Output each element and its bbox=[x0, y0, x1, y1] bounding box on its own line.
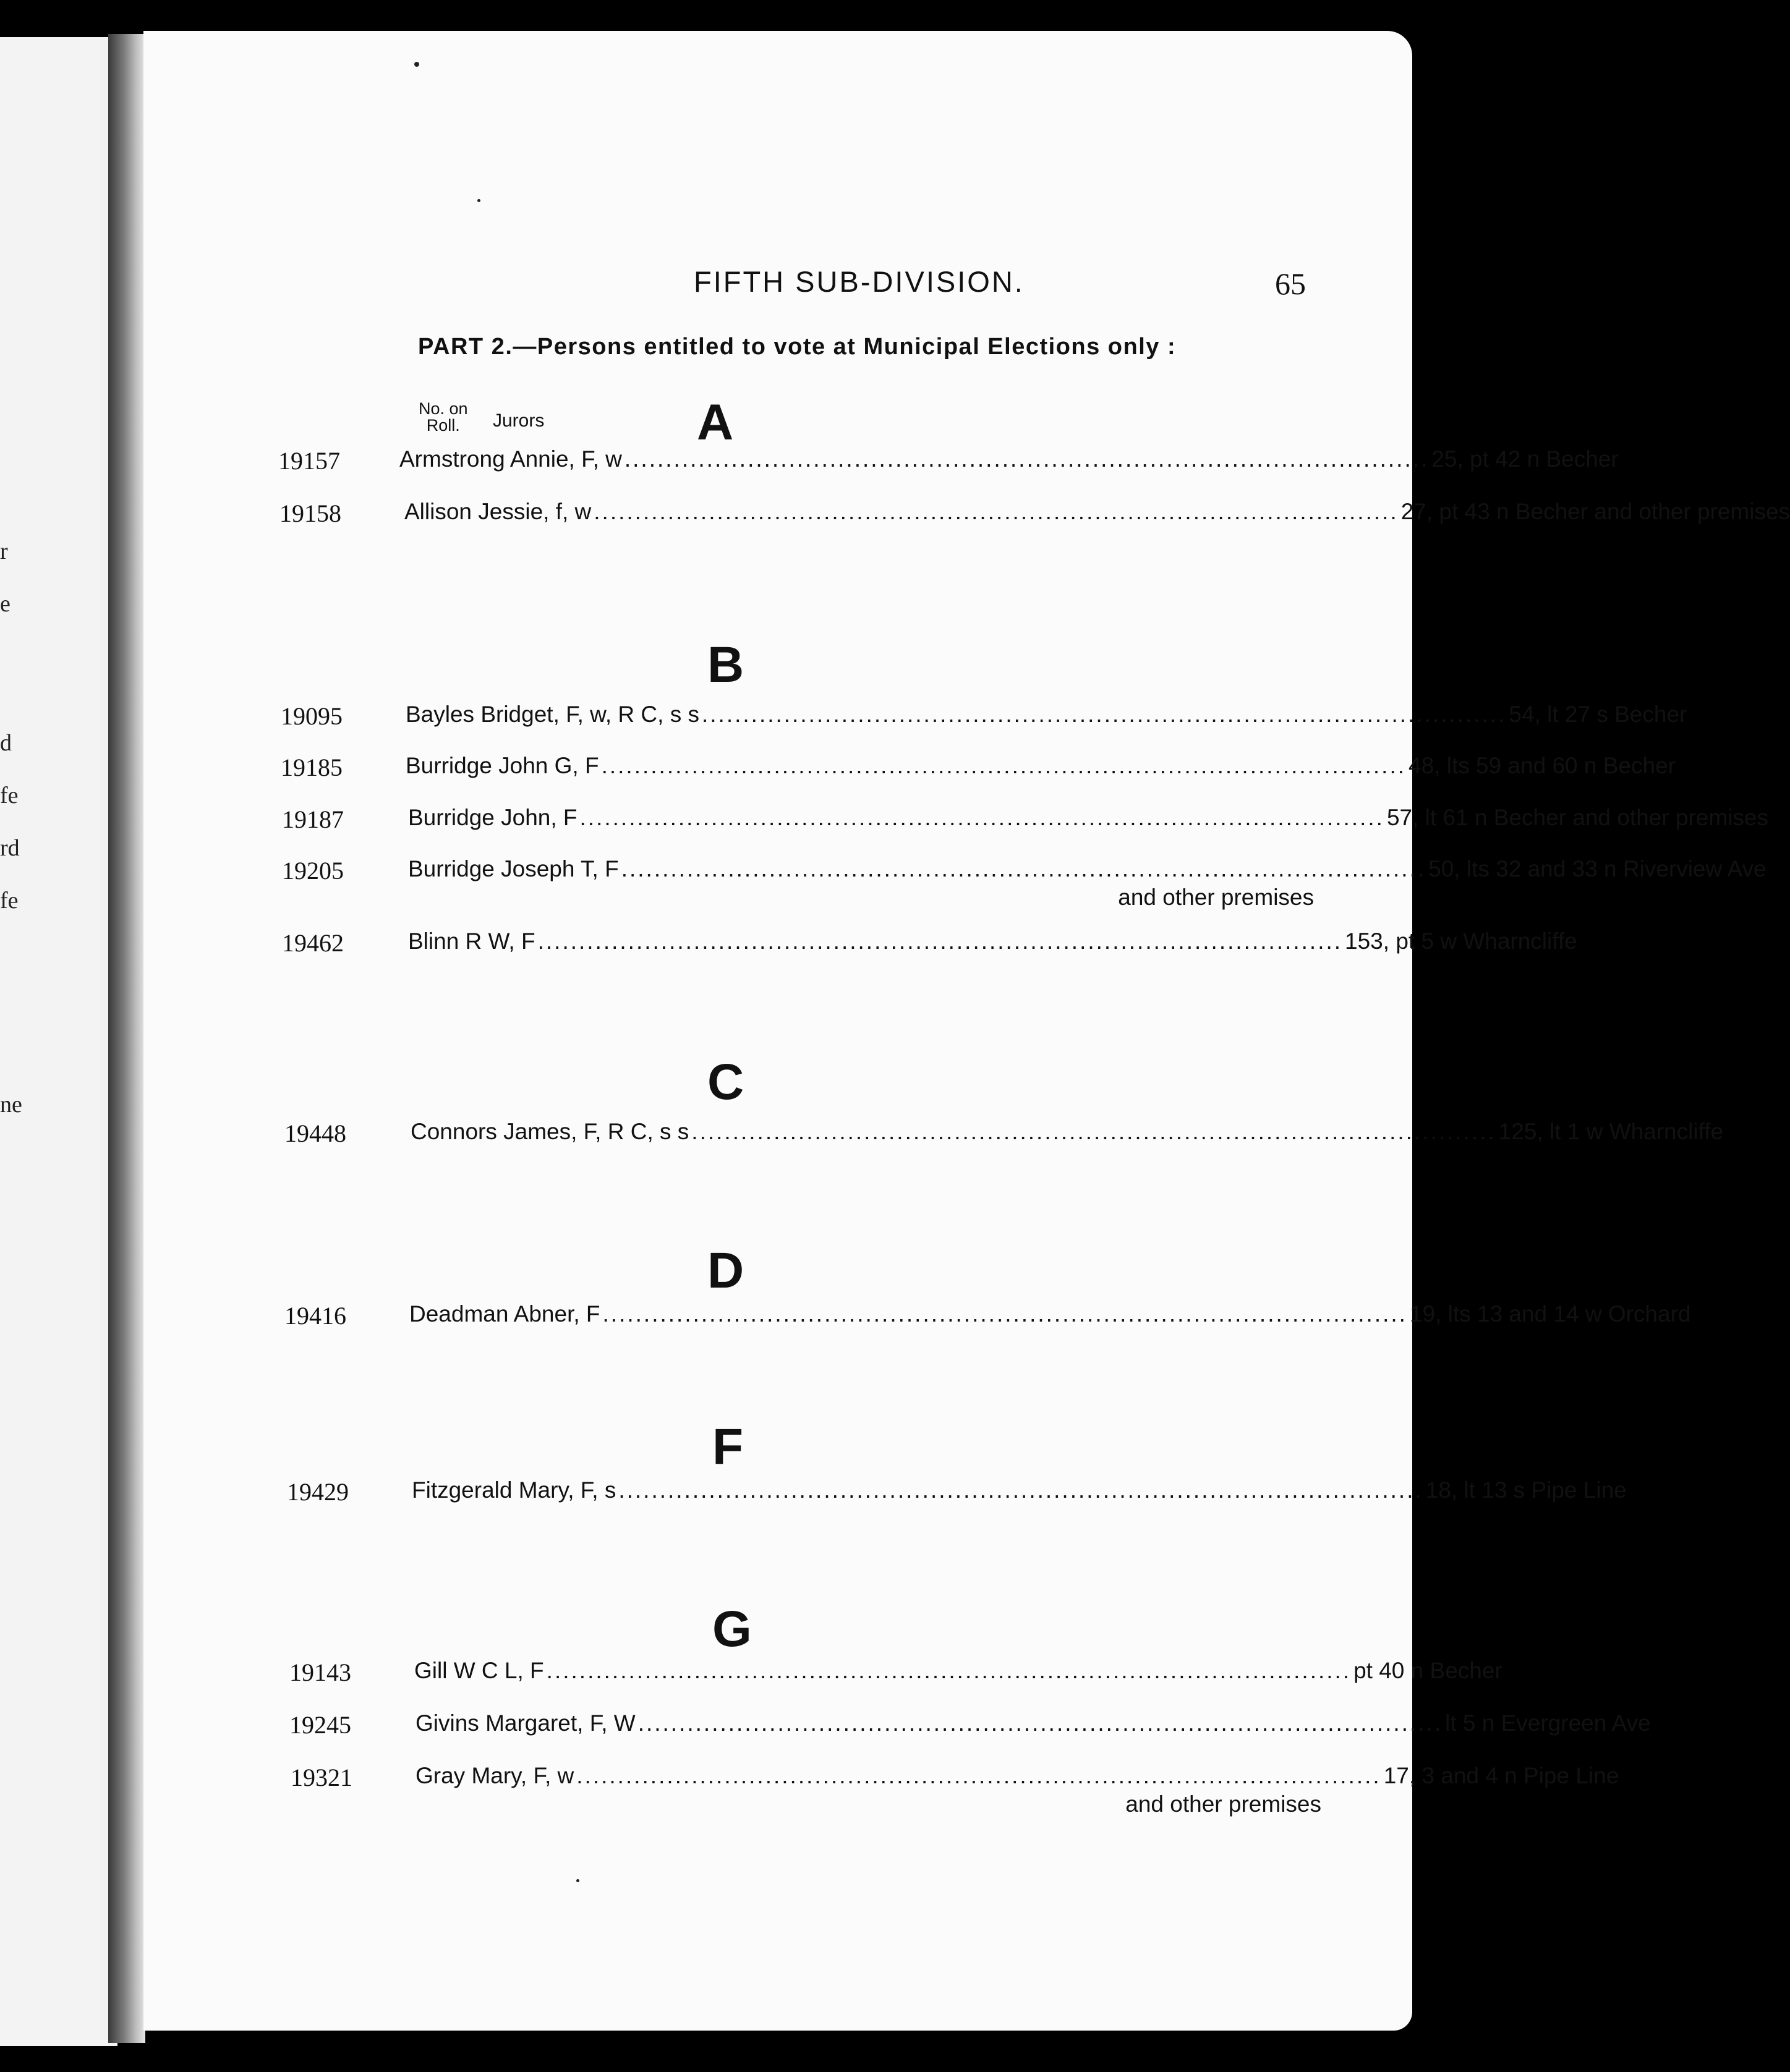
running-head: FIFTH SUB-DIVISION. bbox=[694, 265, 1025, 298]
property-description: 19, lts 13 and 14 w Orchard bbox=[1409, 1301, 1691, 1327]
voter-entry bbox=[143, 753, 1676, 790]
section-letter: F bbox=[712, 1419, 744, 1475]
left-page-fragment: fe bbox=[0, 783, 19, 809]
property-description: 57, lt 61 n Becher and other premises bbox=[1386, 805, 1768, 830]
leader-dots: .................................................................................................. bbox=[579, 805, 1384, 830]
property-description: 50, lts 32 and 33 n Riverview Ave bbox=[1428, 856, 1767, 881]
previous-page-edge bbox=[0, 37, 117, 2046]
section-letter: B bbox=[707, 637, 744, 693]
property-description: 153, pt 5 w Wharncliffe bbox=[1345, 928, 1577, 954]
voter-name: Givins Margaret, F, W bbox=[416, 1710, 636, 1736]
property-description: 17, 3 and 4 n Pipe Line bbox=[1383, 1763, 1619, 1788]
roll-number: 19448 bbox=[284, 1119, 346, 1147]
voter-name: Deadman Abner, F bbox=[409, 1301, 600, 1327]
voter-entry bbox=[143, 499, 1790, 536]
leader-dots: .................................................................................................. bbox=[701, 702, 1507, 727]
roll-number: 19205 bbox=[282, 857, 344, 885]
leader-dots: .................................................................................................. bbox=[537, 928, 1343, 954]
section-letter: C bbox=[707, 1054, 744, 1110]
voter-entry bbox=[143, 928, 1577, 966]
property-description: pt 40 n Becher bbox=[1353, 1658, 1502, 1683]
property-description: 27, pt 43 n Becher and other premises bbox=[1400, 499, 1790, 524]
voter-name: Connors James, F, R C, s s bbox=[411, 1119, 689, 1144]
left-page-fragment: fe bbox=[0, 888, 19, 914]
leader-dots: .................................................................................................. bbox=[618, 1477, 1423, 1503]
leader-dots: .................................................................................................. bbox=[691, 1119, 1496, 1144]
print-speck bbox=[477, 199, 480, 202]
leader-dots: .................................................................................................. bbox=[601, 753, 1407, 778]
column-header-roll bbox=[419, 401, 468, 434]
voter-name: Gill W C L, F bbox=[414, 1658, 544, 1683]
voter-entry bbox=[143, 1710, 1651, 1747]
voter-entry bbox=[143, 1763, 1619, 1831]
roll-number: 19245 bbox=[289, 1711, 351, 1739]
property-continuation: and other premises bbox=[1125, 1791, 1321, 1817]
leader-dots: .................................................................................................. bbox=[637, 1710, 1443, 1736]
roll-number: 19321 bbox=[291, 1764, 352, 1791]
voter-entry bbox=[143, 1119, 1724, 1156]
section-letter: D bbox=[707, 1242, 744, 1299]
roll-number: 19158 bbox=[279, 499, 341, 527]
left-page-fragment: e bbox=[0, 591, 11, 617]
roll-number: 19429 bbox=[287, 1478, 349, 1506]
roll-number: 19416 bbox=[284, 1302, 346, 1330]
leader-dots: .................................................................................................. bbox=[624, 446, 1430, 472]
document-page bbox=[143, 31, 1790, 2031]
left-page-fragment: r bbox=[0, 538, 8, 564]
leader-dots: .................................................................................................. bbox=[621, 856, 1426, 881]
voter-entry bbox=[143, 1658, 1502, 1695]
property-description: 48, lts 59 and 60 n Becher bbox=[1409, 753, 1676, 778]
roll-number: 19185 bbox=[281, 754, 343, 781]
leader-dots: .................................................................................................. bbox=[602, 1301, 1407, 1327]
section-letter: A bbox=[697, 394, 734, 451]
voter-name: Burridge Joseph T, F bbox=[408, 856, 619, 881]
roll-number: 19157 bbox=[278, 447, 340, 475]
left-page-fragment: rd bbox=[0, 835, 20, 861]
leader-dots: .................................................................................................. bbox=[576, 1763, 1381, 1788]
roll-number: 19462 bbox=[282, 929, 344, 957]
left-page-fragment: d bbox=[0, 730, 12, 756]
voter-name: Bayles Bridget, F, w, R C, s s bbox=[406, 702, 699, 727]
voter-entry bbox=[143, 702, 1687, 739]
voter-name: Burridge John, F bbox=[408, 805, 577, 830]
voter-entry bbox=[143, 1477, 1627, 1514]
print-speck bbox=[414, 62, 419, 67]
voter-entry bbox=[143, 856, 1767, 924]
voter-entry bbox=[143, 446, 1619, 483]
column-header-roll-line1: No. on bbox=[419, 399, 468, 418]
book-spine-shadow bbox=[108, 34, 145, 2043]
roll-number: 19095 bbox=[281, 702, 343, 730]
section-letter: G bbox=[712, 1601, 752, 1657]
part-heading: PART 2.—Persons entitled to vote at Municipal Elections only : bbox=[418, 334, 1177, 360]
property-description: lt 5 n Evergreen Ave bbox=[1445, 1710, 1651, 1736]
leader-dots: .................................................................................................. bbox=[594, 499, 1399, 524]
voter-name: Armstrong Annie, F, w bbox=[399, 446, 622, 472]
property-description: 18, lt 13 s Pipe Line bbox=[1425, 1477, 1627, 1503]
roll-number: 19143 bbox=[289, 1658, 351, 1686]
voter-entry bbox=[143, 1301, 1691, 1338]
column-header-jurors: Jurors bbox=[493, 410, 545, 431]
left-page-fragment: ne bbox=[0, 1092, 22, 1118]
voter-name: Gray Mary, F, w bbox=[416, 1763, 574, 1788]
leader-dots: .................................................................................................. bbox=[546, 1658, 1352, 1683]
voter-name: Burridge John G, F bbox=[406, 753, 599, 778]
property-continuation: and other premises bbox=[1118, 885, 1314, 910]
property-description: 125, lt 1 w Wharncliffe bbox=[1498, 1119, 1724, 1144]
voter-name: Fitzgerald Mary, F, s bbox=[412, 1477, 616, 1503]
print-speck bbox=[576, 1879, 579, 1882]
voter-name: Blinn R W, F bbox=[408, 928, 535, 954]
column-header-roll-line2: Roll. bbox=[426, 416, 460, 435]
property-description: 54, lt 27 s Becher bbox=[1509, 702, 1687, 727]
property-description: 25, pt 42 n Becher bbox=[1431, 446, 1619, 472]
voter-name: Allison Jessie, f, w bbox=[404, 499, 592, 524]
roll-number: 19187 bbox=[282, 805, 344, 833]
voter-entry bbox=[143, 805, 1768, 842]
page-number: 65 bbox=[1275, 266, 1306, 301]
